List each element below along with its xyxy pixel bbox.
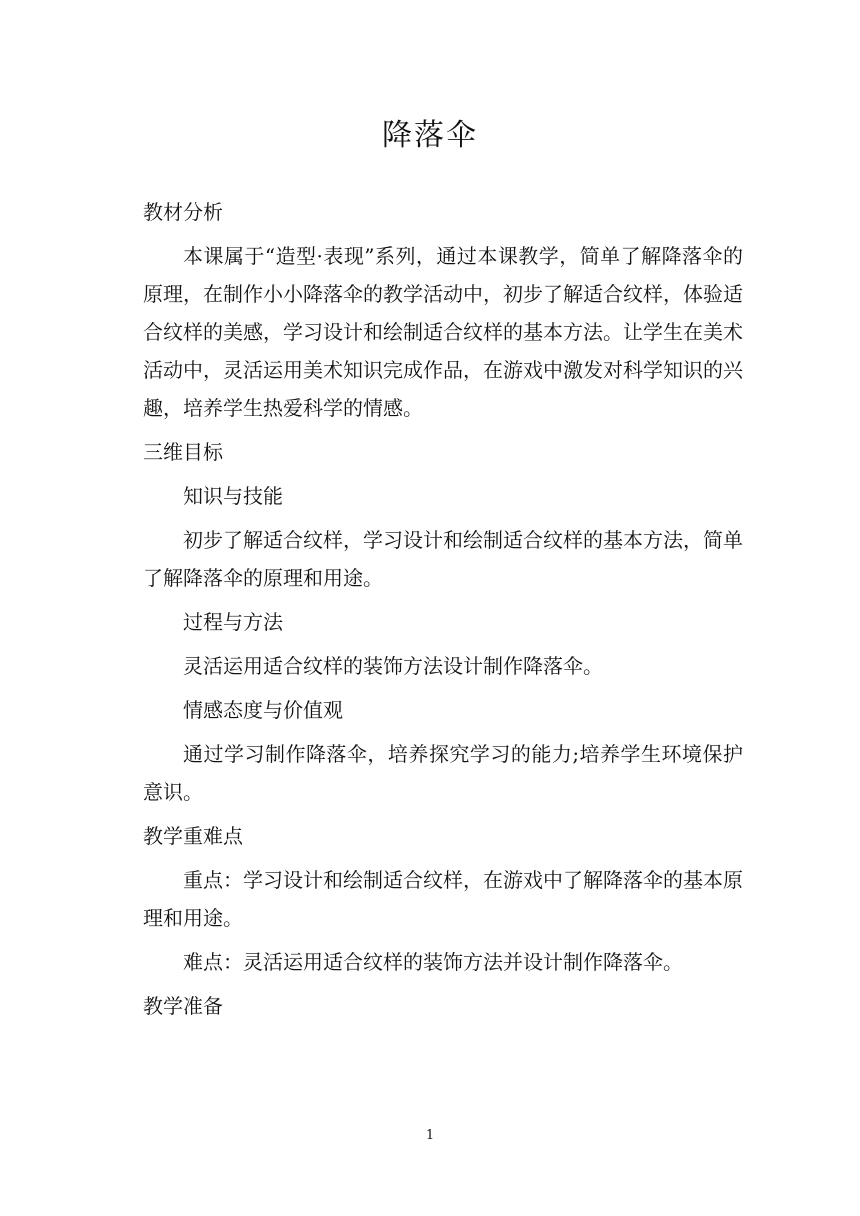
section-heading-three-dimensional-goals: 三维目标 <box>143 440 223 464</box>
knowledge-skills-paragraph: 初步了解适合纹样，学习设计和绘制适合纹样的基本方法，简单了解降落伞的原理和用途。 <box>143 528 743 590</box>
document-body <box>143 193 743 1025</box>
difficulty-paragraph: 难点：灵活运用适合纹样的装饰方法并设计制作降落伞。 <box>183 950 683 974</box>
emotions-values-paragraph: 通过学习制作降落伞，培养探究学习的能力;培养学生环境保护意识。 <box>143 742 743 804</box>
section-heading-material-analysis: 教材分析 <box>143 200 223 224</box>
document-title: 降落伞 <box>382 118 478 153</box>
material-analysis-paragraph: 本课属于“造型·表现”系列，通过本课教学，简单了解降落伞的原理，在制作小小降落伞的教学活动中，初步了解适合纹样，体验适合纹样的美感，学习设计和绘制适合纹样的基本方法。让学生在美术活动中，灵活运用美术知识完成作品，在游戏中激发对科学知识的兴趣，培养学生热爱科学的情感。 <box>143 244 743 420</box>
subheading-knowledge-skills: 知识与技能 <box>183 484 283 508</box>
section-heading-key-difficulties: 教学重难点 <box>143 824 243 848</box>
subheading-emotions-values: 情感态度与价值观 <box>183 698 343 722</box>
page-number: 1 <box>425 1128 435 1143</box>
subheading-process-methods: 过程与方法 <box>183 610 283 634</box>
section-heading-teaching-preparation: 教学准备 <box>143 994 223 1018</box>
key-point-paragraph: 重点：学习设计和绘制适合纹样，在游戏中了解降落伞的基本原理和用途。 <box>143 868 743 930</box>
process-methods-paragraph: 灵活运用适合纹样的装饰方法设计制作降落伞。 <box>183 654 603 678</box>
